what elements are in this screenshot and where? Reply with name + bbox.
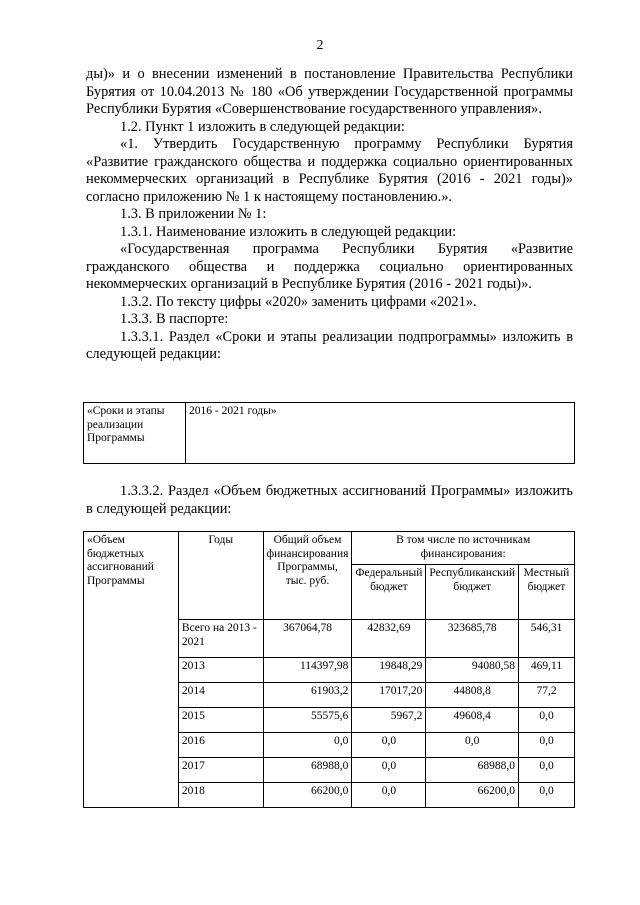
cell-total: 61903,2 — [263, 683, 352, 708]
cell-year: 2017 — [178, 758, 263, 783]
cell-republic: 94080,58 — [426, 658, 519, 683]
paragraph: 1.3.3.2. Раздел «Объем бюджетных ассигнований Программы» изложить в следующей редакции: — [86, 483, 573, 517]
cell-total: 0,0 — [263, 733, 352, 758]
paragraph: 1.2. Пункт 1 изложить в следующей редакции: — [120, 118, 405, 135]
cell-local: 546,31 — [519, 620, 575, 658]
cell-republic: 44808,8 — [426, 683, 519, 708]
paragraph: 1.3.2. По тексту цифры «2020» заменить цифрами «2021». — [120, 293, 477, 310]
paragraph: «Государственная программа Республики Бурятия «Развитие гражданского общества и поддержка социально ориентированных некоммерческих организаций в Республике Бурятия (2016 - 2021 годы)». — [86, 241, 573, 292]
cell-federal: 0,0 — [352, 783, 426, 808]
cell-republic: 49608,4 — [426, 708, 519, 733]
document-body-continued — [86, 483, 573, 518]
cell-federal: 19848,29 — [352, 658, 426, 683]
cell-republic: 68988,0 — [426, 758, 519, 783]
header-federal: Федеральный бюджет — [352, 565, 426, 620]
cell-year: 2013 — [178, 658, 263, 683]
cell-local: 0,0 — [519, 733, 575, 758]
cell-total: 55575,6 — [263, 708, 352, 733]
terms-table — [83, 402, 575, 464]
header-by-source: В том числе по источникам финансирования: — [352, 532, 575, 565]
table-cell-row-label: «Объем бюджетных ассигнований Программы — [84, 532, 179, 808]
cell-local: 0,0 — [519, 783, 575, 808]
cell-federal: 42832,69 — [352, 620, 426, 658]
header-total: Общий объем финансирования Программы, тыс. руб. — [263, 532, 352, 620]
paragraph: ды)» и о внесении изменений в постановление Правительства Республики Бурятия от 10.04.2013 № 180 «Об утверждении Государственной программы Республики Бурятия «Совершенствование государственного управления». — [86, 66, 573, 117]
cell-year: Всего на 2013 - 2021 — [178, 620, 263, 658]
header-years: Годы — [178, 532, 263, 620]
cell-total: 66200,0 — [263, 783, 352, 808]
table-cell-label: «Сроки и этапы реализации Программы — [84, 403, 186, 464]
table-row — [84, 403, 575, 464]
cell-local: 469,11 — [519, 658, 575, 683]
header-local: Местный бюджет — [519, 565, 575, 620]
page-number: 2 — [316, 38, 324, 53]
paragraph: 1.3. В приложении № 1: — [120, 206, 267, 222]
cell-total: 367064,78 — [263, 620, 352, 658]
budget-table — [83, 531, 575, 808]
paragraph: «1. Утвердить Государственную программу Республики Бурятия «Развитие гражданского общества и поддержка социально ориентированных некоммерческих организаций в Республике Бурятия (2016 - 2021 годы)» согласно приложению № 1 к настоящему постановлению.». — [86, 136, 573, 205]
cell-republic: 66200,0 — [426, 783, 519, 808]
cell-year: 2018 — [178, 783, 263, 808]
cell-federal: 0,0 — [352, 758, 426, 783]
table-header-row — [84, 532, 575, 565]
cell-local: 0,0 — [519, 708, 575, 733]
cell-local: 0,0 — [519, 758, 575, 783]
cell-federal: 0,0 — [352, 733, 426, 758]
cell-republic: 323685,78 — [426, 620, 519, 658]
table-cell-value: 2016 - 2021 годы» — [186, 403, 575, 464]
document-body — [86, 66, 573, 364]
cell-republic: 0,0 — [426, 733, 519, 758]
cell-total: 68988,0 — [263, 758, 352, 783]
header-republic: Республиканский бюджет — [426, 565, 519, 620]
cell-year: 2015 — [178, 708, 263, 733]
cell-year: 2014 — [178, 683, 263, 708]
cell-federal: 5967,2 — [352, 708, 426, 733]
cell-federal: 17017,20 — [352, 683, 426, 708]
cell-total: 114397,98 — [263, 658, 352, 683]
paragraph: 1.3.3.1. Раздел «Сроки и этапы реализации подпрограммы» изложить в следующей редакции: — [86, 328, 573, 362]
cell-year: 2016 — [178, 733, 263, 758]
cell-local: 77,2 — [519, 683, 575, 708]
paragraph: 1.3.3. В паспорте: — [120, 311, 229, 327]
paragraph: 1.3.1. Наименование изложить в следующей редакции: — [120, 223, 457, 240]
